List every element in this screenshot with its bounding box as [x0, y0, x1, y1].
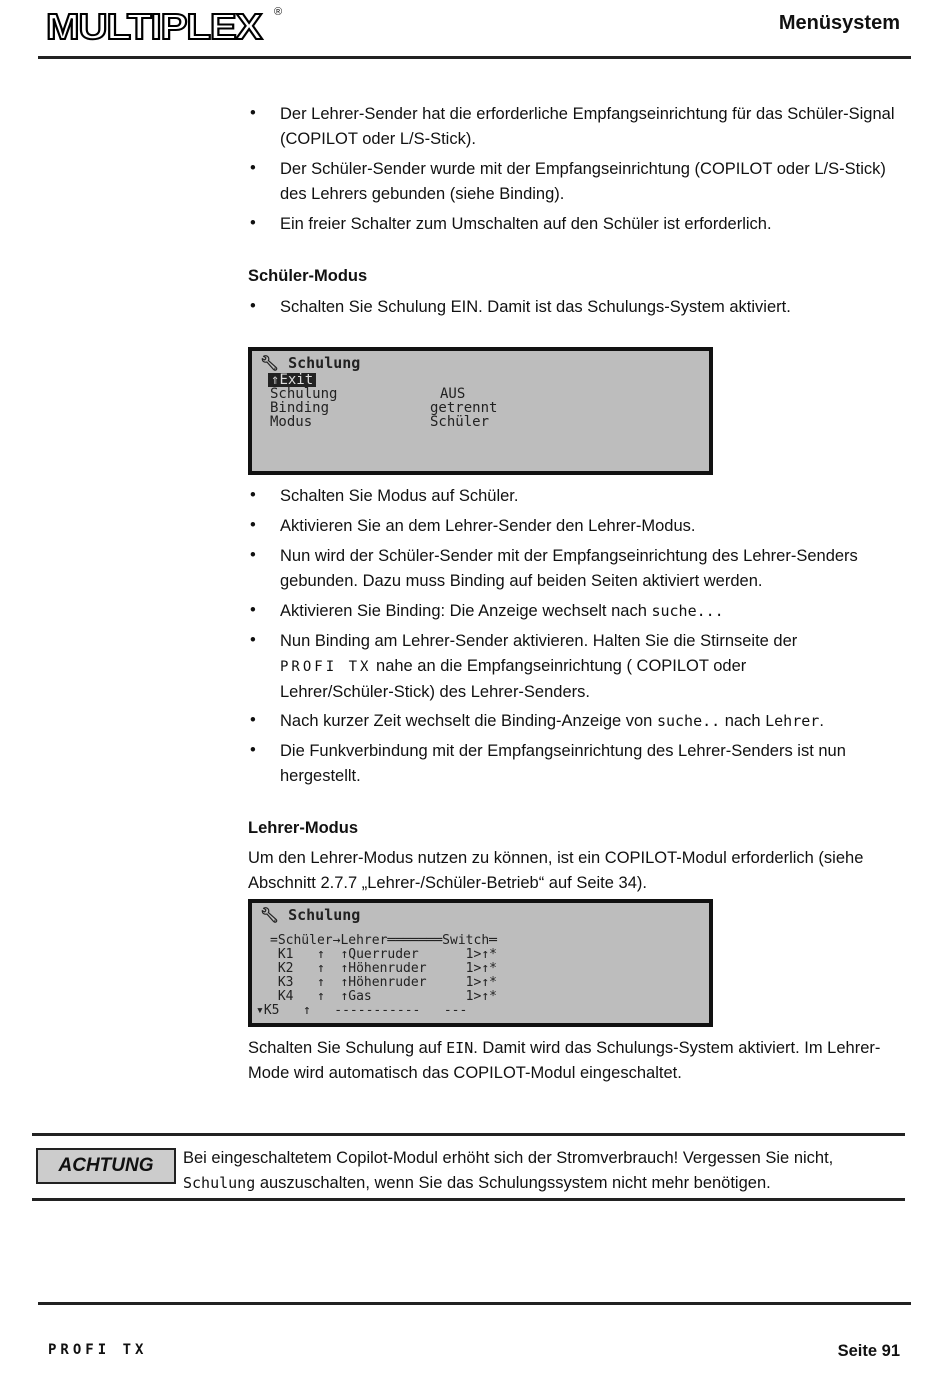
- page-number: Seite 91: [837, 1342, 900, 1360]
- footer-rule: [38, 1302, 911, 1305]
- lcd-row-label: Schulung: [270, 386, 338, 402]
- list-item: Nun Binding am Lehrer-Sender aktivieren. Halten Sie die Stirnseite der PROFI TX nahe an die Empfangseinrichtung ( COPILOT oder Lehrer/Schüler-Stick) des Lehrer-Senders.: [280, 632, 798, 701]
- lcd-row: K1 ↑ ↑Querruder 1>↑*: [270, 947, 497, 962]
- bullet-dot: •: [250, 601, 256, 619]
- lcd-row-value: Schüler: [430, 414, 490, 430]
- lcd-title-text: Schulung: [288, 906, 361, 924]
- lcd-table-header: =Schüler→Lehrer═══════Switch═: [270, 933, 497, 948]
- list-item: Der Lehrer-Sender hat die erforderliche Empfangseinrichtung für das Schüler-Signal (COPILOT oder L/S-Stick).: [280, 105, 895, 148]
- lcd-row: K3 ↑ ↑Höhenruder 1>↑*: [270, 975, 497, 990]
- bullet-dot: •: [250, 741, 256, 759]
- section-heading-lehrer: Lehrer-Modus: [248, 819, 359, 837]
- list-item: Aktivieren Sie Binding: Die Anzeige wechselt nach suche...: [280, 602, 724, 620]
- lcd-row-label: Modus: [270, 414, 313, 430]
- bullet-dot: •: [250, 631, 256, 649]
- list-item: Die Funkverbindung mit der Empfangseinrichtung des Lehrer-Senders ist nun hergestellt.: [280, 742, 846, 785]
- list-item: Aktivieren Sie an dem Lehrer-Sender den Lehrer-Modus.: [280, 517, 696, 535]
- lcd-screen-schulung: [248, 347, 713, 475]
- list-item: Schalten Sie Modus auf Schüler.: [280, 487, 519, 505]
- list-item: Nun wird der Schüler-Sender mit der Empfangseinrichtung des Lehrer-Senders gebunden. Dazu muss Binding auf beiden Seiten aktiviert werden.: [280, 547, 858, 590]
- warning-label: ACHTUNG: [36, 1148, 176, 1184]
- paragraph: Um den Lehrer-Modus nutzen zu können, ist ein COPILOT-Modul erforderlich (siehe Abschnitt 2.7.7 „Lehrer-/Schüler-Betrieb“ auf Seite 34).: [248, 849, 864, 892]
- wrench-icon: 🔧︎: [260, 354, 280, 372]
- warning-bottom-rule: [32, 1198, 905, 1201]
- section-heading-schueler: Schüler-Modus: [248, 267, 368, 285]
- bullet-dot: •: [250, 104, 256, 122]
- footer-brand: PROFI TX: [48, 1342, 148, 1358]
- bullet-dot: •: [250, 516, 256, 534]
- brand-logo: MULTIPLEX: [46, 6, 262, 47]
- lcd-row-value: AUS: [440, 386, 466, 402]
- brand-name: PROFI TX: [280, 659, 372, 675]
- lcd-title-text: Schulung: [288, 354, 361, 372]
- registered-mark: ®: [274, 6, 283, 18]
- wrench-icon: 🔧︎: [260, 906, 280, 924]
- list-item: Nach kurzer Zeit wechselt die Binding-Anzeige von suche.. nach Lehrer.: [280, 712, 824, 730]
- list-item: Der Schüler-Sender wurde mit der Empfangseinrichtung (COPILOT oder L/S-Stick) des Lehrers gebunden (siehe Binding).: [280, 160, 886, 203]
- bullet-dot: •: [250, 546, 256, 564]
- lcd-row: K4 ↑ ↑Gas 1>↑*: [270, 989, 497, 1004]
- bullet-dot: •: [250, 711, 256, 729]
- bullet-dot: •: [250, 297, 256, 315]
- bullet-dot: •: [250, 159, 256, 177]
- lcd-screen-lehrer: [248, 899, 713, 1027]
- lcd-row: ▾K5 ↑ ----------- ---: [256, 1003, 468, 1018]
- header-rule: [38, 56, 911, 59]
- page-title: Menüsystem: [778, 12, 900, 34]
- list-item: Ein freier Schalter zum Umschalten auf den Schüler ist erforderlich.: [280, 215, 772, 233]
- warning-text: Bei eingeschaltetem Copilot-Modul erhöht sich der Stromverbrauch! Vergessen Sie nicht, Schulung auszuschalten, wenn Sie das Schulungssystem nicht mehr benötigen.: [183, 1149, 834, 1192]
- lcd-row-label: Binding: [270, 400, 330, 416]
- lcd-row: K2 ↑ ↑Höhenruder 1>↑*: [270, 961, 497, 976]
- lcd-title: [260, 906, 360, 924]
- bullet-dot: •: [250, 214, 256, 232]
- bullet-dot: •: [250, 486, 256, 504]
- list-item: Schalten Sie Schulung EIN. Damit ist das Schulungs-System aktiviert.: [280, 298, 791, 316]
- warning-top-rule: [32, 1133, 905, 1136]
- lcd-title: [260, 354, 360, 372]
- paragraph: Schalten Sie Schulung auf EIN. Damit wird das Schulungs-System aktiviert. Im Lehrer-Mode wird automatisch das COPILOT-Modul eingeschaltet.: [248, 1039, 881, 1082]
- lcd-exit-item: ⇑Exit: [268, 373, 316, 387]
- lcd-row-value: getrennt: [430, 400, 498, 416]
